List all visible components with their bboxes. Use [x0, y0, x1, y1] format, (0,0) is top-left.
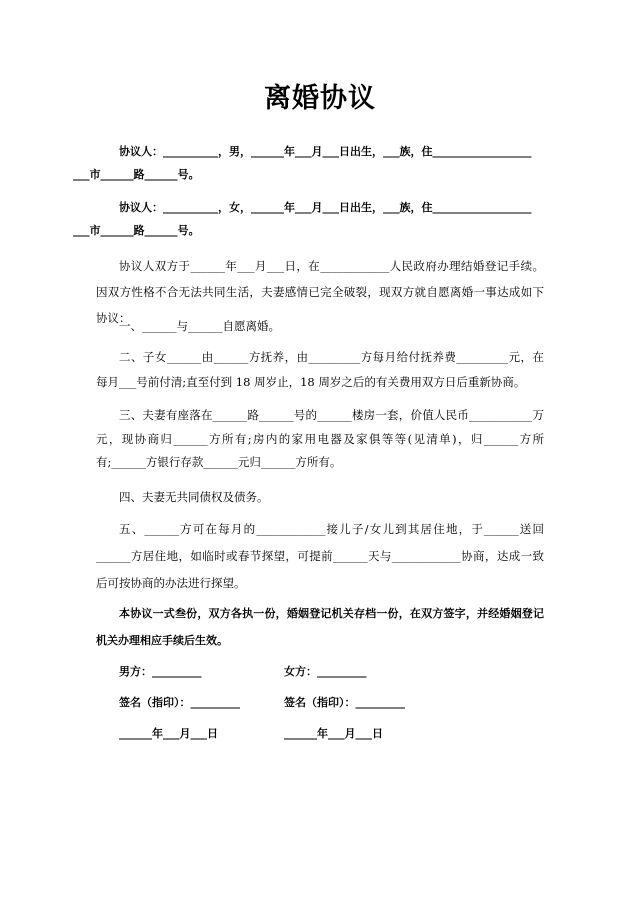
final-statement: 本协议一式叁份，双方各执一份，婚姻登记机关存档一份，在双方签字，并经婚姻登记机关办理相应手续后生效。 [96, 607, 544, 647]
clause-4: 四、夫妻无共同债权及债务。 [119, 490, 269, 504]
date-left: ______年___月___日 [119, 727, 218, 740]
date-right: ______年___月___日 [284, 727, 383, 740]
document-title: 离婚协议 [264, 83, 376, 114]
signature-right: 签名（指印）：_________ [284, 696, 405, 709]
clause-2: 二、子女______由______方抚养，由_________方每月给付抚养费_________元，在每月___号前付清;直至付到 18 周岁止，18 周岁之后的有关费用双方日后重新协商。 [96, 350, 544, 389]
party1-block [73, 140, 544, 186]
male-party-label: 男方：_________ [119, 665, 202, 678]
female-party-label: 女方：_________ [284, 665, 367, 678]
signature-left: 签名（指印）：_________ [119, 696, 240, 709]
clause-3: 三、夫妻有座落在______路______号的______楼房一套，价值人民币___________万元，现协商归______方所有;房内的家用电器及家俱等等(见清单)，归______方所有;______方银行存款______元归______方所有。 [96, 408, 544, 469]
clause-5: 五、______方可在每月的____________接儿子/女儿到其居住地，于______送回______方居住地，如临时或春节探望，可提前______天与____________协商，达成一致后可按协商的办法进行探望。 [96, 522, 544, 590]
party2-line1: 协议人：__________，女，______年___月___日出生，___族，住__________________ [119, 201, 532, 214]
party1-line1: 协议人：__________，男，______年___月___日出生，___族，住__________________ [119, 145, 532, 158]
intro-paragraph: 协议人双方于______年___月___日，在____________人民政府办理结婚登记手续。因双方性格不合无法共同生活，夫妻感情已完全破裂，现双方就自愿离婚一事达成如下协议： [96, 259, 544, 325]
party1-line2: ___市______路______号。 [73, 168, 200, 181]
clause-1: 一、______与______自愿离婚。 [119, 319, 280, 333]
party2-line2: ___市______路______号。 [73, 224, 200, 237]
party2-block [73, 196, 544, 242]
